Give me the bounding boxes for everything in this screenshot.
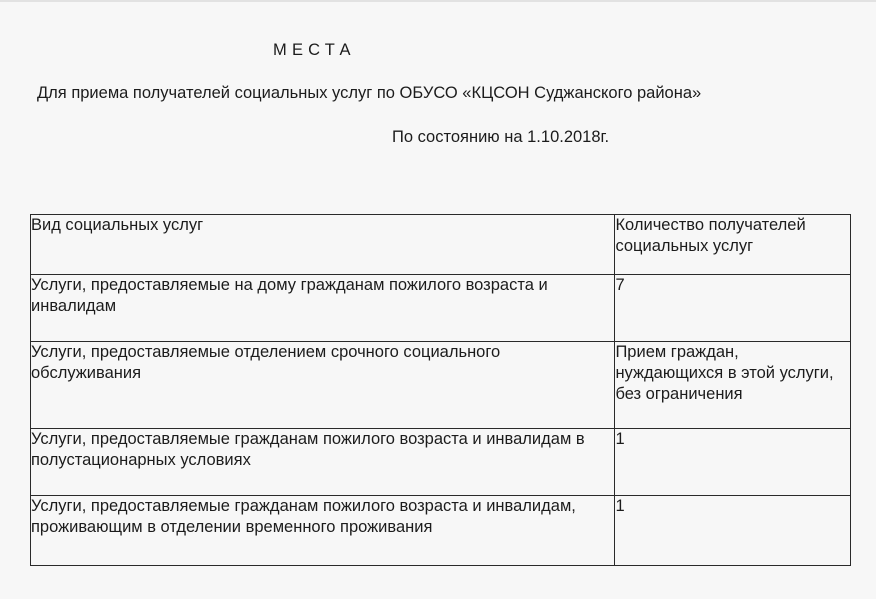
header-service-type: Вид социальных услуг xyxy=(31,215,615,275)
table-row xyxy=(31,275,851,342)
table-row xyxy=(31,496,851,566)
service-cell: Услуги, предоставляемые отделением срочного социального обслуживания xyxy=(31,342,615,429)
count-cell: Прием граждан, нуждающихся в этой услуги, без ограничения xyxy=(615,342,851,429)
document-title: МЕСТА xyxy=(273,41,356,59)
count-cell: 1 xyxy=(615,429,851,496)
table-row xyxy=(31,342,851,429)
header-recipients-count: Количество получателей социальных услуг xyxy=(615,215,851,275)
service-cell: Услуги, предоставляемые гражданам пожилого возраста и инвалидам, проживающим в отделении временного проживания xyxy=(31,496,615,566)
table-row xyxy=(31,429,851,496)
document-date: По состоянию на 1.10.2018г. xyxy=(392,128,610,146)
service-cell: Услуги, предоставляемые гражданам пожилого возраста и инвалидам в полустационарных условиях xyxy=(31,429,615,496)
count-cell: 1 xyxy=(615,496,851,566)
services-table xyxy=(30,214,851,566)
table-header-row xyxy=(31,215,851,275)
service-cell: Услуги, предоставляемые на дому гражданам пожилого возраста и инвалидам xyxy=(31,275,615,342)
document-subtitle: Для приема получателей социальных услуг по ОБУСО «КЦСОН Суджанского района» xyxy=(37,84,702,102)
count-cell: 7 xyxy=(615,275,851,342)
page-edge xyxy=(0,0,876,2)
